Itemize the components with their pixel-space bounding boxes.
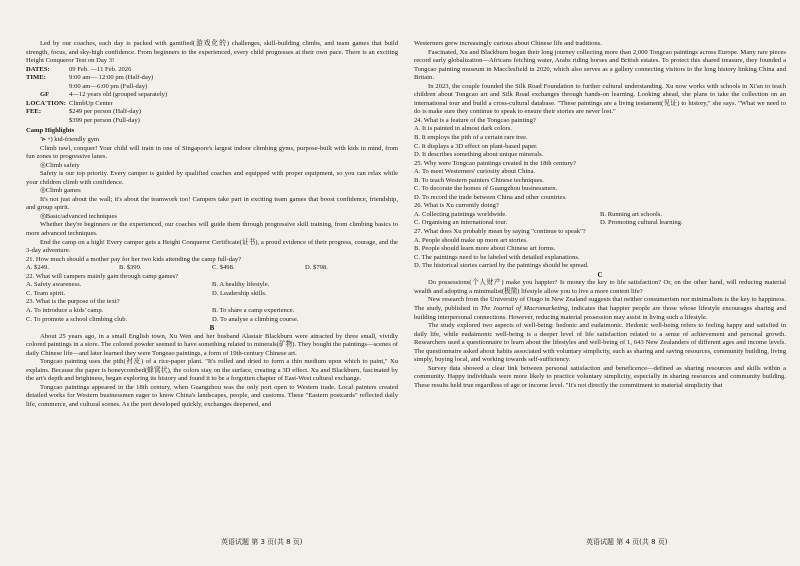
option: C. To decorate the homes of Guangzhou businessmen. [414,185,558,193]
option: B. To share a camp experience. [212,306,295,314]
passage-c-paragraph: The study explored two aspects of well-being: hedonic and eudaimonic. Hedonic well-being refers to feeling happy and satisfied in daily life, while eudaimonic well-being is a deeper level of life satisfaction related to a sense of achievement and personal growth. Researchers used a questionnaire to learn about the lifestyles and well-being of 1, 643 New Zealanders of different ages and income levels. The questionnaire asked about habits associated with voluntary simplicity, such as sharing and saving resources, community building, living simply, buying local, and working towards self-sufficiency. [414,322,786,364]
option: B. To teach Western painters Chinese techniques. [414,176,544,184]
option: A. Safety awareness. [26,281,82,289]
option: C. It displays a 3D effect on plant-based paper. [414,142,538,150]
option: A. Collecting paintings worldwide. [414,210,507,218]
passage-c-paragraph: Survey data showed a clear link between personal satisfaction and beneficence—defined as sharing resources and skills within a community. Happy individuals were more likely to practice voluntary simplicity, especially in sharing resources and community building. These results held true regardless of age or income level. "It's not directly the commitment to material simplicity that [414,364,786,389]
info-row-time [26,74,398,83]
info-key: GF [40,91,50,99]
page-footer-left: 英语试题 第 3 页(共 8 页) [221,538,303,546]
question-23-stem: 23. What is the purpose of the text? [26,298,120,306]
question-26-stem: 26. What is Xu currently doing? [414,202,499,210]
camp-intro: Led by our coaches, each day is packed with gamified(游戏化的) challenges, skill-building climbs, and team games that build strength, focus, and sky-high confidence. From beginners to the experienced, every child progresses at their own pace. There is an exciting Height Conqueror Test on Day 3! [26,40,398,65]
question-26-options [414,211,786,220]
page-footer-right: 英语试题 第 4 页(共 8 页) [586,538,668,546]
info-key: FEE: [26,108,42,116]
passage-c-paragraph [414,296,786,322]
question-22-options [26,281,398,290]
option: C. To promote a school climbing club. [26,315,128,323]
info-value: 9:00 am—6:00 pm (Full-day) [69,82,148,90]
option: D. The historical stories carried by the paintings should be spread. [414,262,589,270]
option: A. To introduce a kids' camp. [26,306,104,314]
info-row-dates [26,66,398,75]
info-key [26,83,69,92]
info-value: 9:00 am— 12:00 pm (Half-day) [69,74,154,82]
option: B. It employs the pith of a certain rare tree. [414,134,528,142]
highlight-text: Whether they're beginners or the experienced, our coaches will guide them through progressive skill training, from climbing basics to more advanced techniques. [26,221,398,238]
highlight-text: It's not just about the wall; it's about the teamwork too! Campers take part in exciting team games that boost confidence, friendship, and group spirit. [26,195,398,212]
info-row-location [26,100,398,109]
passage-b-paragraph: In 2023, the couple founded the Silk Road Foundation to further cultural understanding. Xu now works with schools in Xi'an to teach children about Tongcao art and Silk Road exchanges through hands-on learning. Looking ahead, she plans to take the collection on an international tour and build a cross-cultural database. "These paintings are a living testament(见证) to history," she says. "What we need to do is make sure they continue to speak to ensure their stories are never lost." [414,82,786,116]
option: D. Leadership skills. [212,289,267,297]
option: D. It describes something about unique minerals. [414,151,544,159]
info-row-age [26,91,398,100]
option: B. $399. [119,264,142,272]
option: C. Team spirit. [26,289,65,297]
info-key: LOCA'TION: [26,99,66,107]
right-column [414,40,786,390]
info-row-time-full [26,83,398,92]
highlights-title: Camp Highlights [26,127,75,135]
info-key: DATES: [26,65,50,73]
passage-b-paragraph: Westerners grew increasingly curious about Chinese life and traditions. [414,40,602,47]
option: A. $249. [26,264,49,272]
option: C. The paintings need to be labeled with detailed explanations. [414,253,580,261]
info-value: $399 per person (Full-day) [69,116,140,124]
info-value: $249 per person (Half-day) [69,108,141,116]
question-24-stem: 24. What is a feature of the Tongcao painting? [414,116,536,124]
option: C. $498. [212,264,235,272]
camp-info-block [26,66,398,126]
info-value: 4—12 years old (grouped separately) [69,91,168,99]
passage-b-paragraph: About 25 years ago, in a small English town, Xu Wen and her husband Alastair Blackburn were attracted by three small, vividly colored paintings in a store. The colored powder seemed to have something related to minerals(矿物). They bought the paintings—scenes of daily Chinese life—and later learned they were Tongeao paintings, a form of 19th-century Chinese art. [26,332,398,357]
highlight-heading: ኊ ʷ) kid-friendly gym [40,136,100,144]
passage-b-paragraph: Tongcao painting uses the pith(衬皮) of a rice-paper plant. "It's rolled and dried to form a thin medium upon which to paint," Xu explains. Because the paper is honeycombed(蜂窝状), the colors stay on the surface, creating a 3D effect. Xu and Blackburn, fascinated by the art's depth and brightness, began exploring its history and found it to be a forgotten chapter of East-West cultural exchange. [26,358,398,383]
option: A. People should make up more art stories. [414,236,528,244]
info-key: TIME: [26,74,46,82]
question-22-options [26,290,398,299]
option: B. People should learn more about Chinese art forms. [414,245,556,253]
highlight-heading: ◎Basic/advanced techniques [40,212,117,220]
highlight-text: Climb rawl, conquer! Your child will train in one of Singapore's largest indoor climbing gyms, purpose-built with kids in mind, from fun zones to progressive lanes. [26,144,398,161]
section-c-heading: C [597,270,603,279]
question-25-stem: 25. Why were Tongcao paintings created in the 18th century? [414,159,576,167]
info-key [26,117,69,126]
camp-closing: End the camp on a high! Every camper gets a Height Conqueror Certificate(证书), a proud evidence of their progress, courage, and the 3-day adventure. [26,238,398,255]
passage-b-paragraph: Fascinated, Xu and Blackburn began their long journey collecting more than 2,000 Tongcao paintings across Europe. Many rare pieces record early globalization—Africans fetching water, Arabs riding horses and British estates. To protect this shared treasure, they founded a Tongcao painting museum in Macclesfield in 2020, which also serves as a gallery connecting visitors to the long history linking China and Britain. [414,48,786,82]
section-b-heading: B [209,324,215,333]
question-22-stem: 22. What will campers mainly gain through camp games? [26,272,179,280]
question-21-options [26,264,398,273]
option: C. Organising an international tour. [414,219,508,227]
left-column [26,40,398,410]
passage-c-paragraph: Do possessions(个人财产) make you happier? Is money the key to life satisfaction? Or, on the other hand, will reducing material wealth and adopting a minimalist(极简) lifestyle allow you to live a more content life? [414,279,786,295]
highlight-heading: ◎Climb games [40,187,81,195]
question-27-stem: 27. What does Xu probably mean by saying "continue to speak"? [414,228,586,236]
question-21-stem: 21. How much should a mother pay for her two kids attending the camp full-day? [26,255,242,263]
question-26-options [414,219,786,228]
info-value: ClimbUp Center [69,99,113,107]
option: D. $798. [305,264,328,272]
passage-c-text: , indicates that happier people are those whose lifestyle encourages sharing and building interpersonal connections. However, reducing material possession may assist in living such a lifestyle. [414,304,787,321]
passage-b-paragraph: Tongcao paintings appeared in the 18th century, when Guangzhou was the only port open to Western trade. Local painters created detailed works for Western businessmen eager to know China's landscapes, people, and customs. These "Eastern postcards" reflected daily life, commerce, and cultural scenes. As the port developed quickly, exchanges deepened, and [26,383,398,408]
highlight-heading: ◎Climb safety [40,161,80,169]
option: B. Running art schools. [600,210,663,218]
question-23-options [26,316,398,325]
passage-c-text: New research from the University of Otago in New Zealand suggests that neither consumerism nor minimalism is the key to happiness. The study, published in [414,296,786,312]
option: D. To analyse a climbing course. [212,315,299,323]
journal-title: The Journal of Macromarketing [480,304,568,312]
info-value: 09 Feb. —11 Feb. 2026 [69,65,132,73]
option: A. To meet Westerners' curiosity about China. [414,168,536,176]
option: D. Promoting cultural learning. [600,219,683,227]
option: B. A healthy lifestyle. [212,281,270,289]
option: D. To record the trade between China and other countries. [414,193,567,201]
highlight-text: Safety is our top priority. Every camper is guided by qualified coaches and equipped with proper equipment, so you can relax while your children climb with confidence. [26,170,398,186]
info-row-fee-full [26,117,398,126]
question-23-options [26,307,398,316]
info-row-fee [26,108,398,117]
option: A. It is painted in almost dark colors. [414,125,512,133]
